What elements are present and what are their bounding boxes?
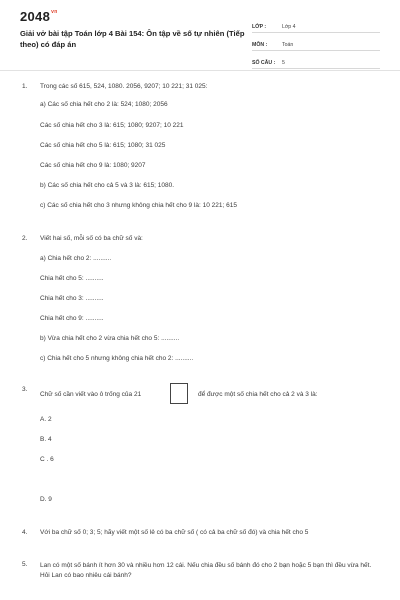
- option-c[interactable]: C . 6: [40, 456, 54, 463]
- meta-table: [252, 15, 380, 69]
- option-b[interactable]: B. 4: [40, 436, 52, 443]
- question-3-prompt-end: để được một số chia hết cho cả 2 và 3 là:: [198, 391, 318, 398]
- question-5-prompt: Lan có một số bánh ít hơn 30 và nhiều hơn 12 cái. Nếu chia đều số bánh đó cho 2 bạn hoặc 5 bạn thì đều vừa hết. Hỏi Lan có bao nhiêu cái bánh?: [40, 562, 372, 579]
- site-logo[interactable]: [20, 9, 58, 24]
- option-a[interactable]: A. 2: [40, 416, 52, 423]
- page-title: Giải vở bài tập Toán lớp 4 Bài 154: Ôn tập về số tự nhiên (Tiếp theo) có đáp án: [20, 29, 245, 49]
- question-1-prompt: Trong các số 615, 524, 1080. 2056, 9207; 10 221; 31 025:: [40, 83, 208, 90]
- answer-line: a) Các số chia hết cho 2 là: 524; 1080; 2056: [40, 101, 168, 108]
- answer-line: Các số chia hết cho 3 là: 615; 1080; 9207; 10 221: [40, 122, 184, 129]
- answer-line: c) Các số chia hết cho 3 nhưng không chia hết cho 9 là: 10 221; 615: [40, 202, 237, 209]
- question-number: 5.: [22, 561, 28, 568]
- answer-line: Các số chia hết cho 9 là: 1080; 9207: [40, 162, 146, 169]
- answer-line: Chia hết cho 5: ..........: [40, 275, 104, 282]
- header-divider: [0, 70, 400, 71]
- meta-key: LỚP :: [252, 24, 267, 30]
- answer-line: c) Chia hết cho 5 nhưng không chia hết cho 2: ..........: [40, 355, 194, 362]
- logo-text: 2048: [20, 9, 51, 24]
- meta-row-subject: [252, 33, 380, 51]
- question-number: 1.: [22, 83, 28, 90]
- meta-value: Lớp 4: [282, 24, 296, 30]
- answer-line: b) Các số chia hết cho cả 5 và 3 là: 615; 1080.: [40, 182, 175, 189]
- question-3-prompt: Chữ số cần viết vào ô trống của 21: [40, 391, 142, 398]
- meta-row-count: [252, 51, 380, 69]
- answer-line: b) Vừa chia hết cho 2 vừa chia hết cho 5: ..........: [40, 335, 180, 342]
- blank-box[interactable]: [170, 383, 188, 404]
- logo-suffix: vn: [51, 9, 58, 15]
- question-number: 3.: [22, 386, 28, 393]
- answer-line: Các số chia hết cho 5 là: 615; 1080; 31 025: [40, 142, 166, 149]
- meta-value: Toán: [282, 42, 294, 48]
- question-4-prompt: Với ba chữ số 0; 3; 5; hãy viết một số lẻ có ba chữ số ( có cả ba chữ số đó) và chia hết cho 5: [40, 529, 309, 536]
- meta-row-grade: [252, 15, 380, 33]
- meta-key: MÔN :: [252, 42, 268, 48]
- question-2-prompt: Viết hai số, mỗi số có ba chữ số và:: [40, 235, 143, 242]
- question-number: 4.: [22, 529, 28, 536]
- answer-line: a) Chia hết cho 2: ..........: [40, 255, 112, 262]
- meta-value: 5: [282, 60, 285, 66]
- option-d[interactable]: D. 9: [40, 496, 52, 503]
- meta-key: SỐ CÂU :: [252, 60, 276, 66]
- answer-line: Chia hết cho 3: ..........: [40, 295, 104, 302]
- question-number: 2.: [22, 235, 28, 242]
- answer-line: Chia hết cho 9: ..........: [40, 315, 104, 322]
